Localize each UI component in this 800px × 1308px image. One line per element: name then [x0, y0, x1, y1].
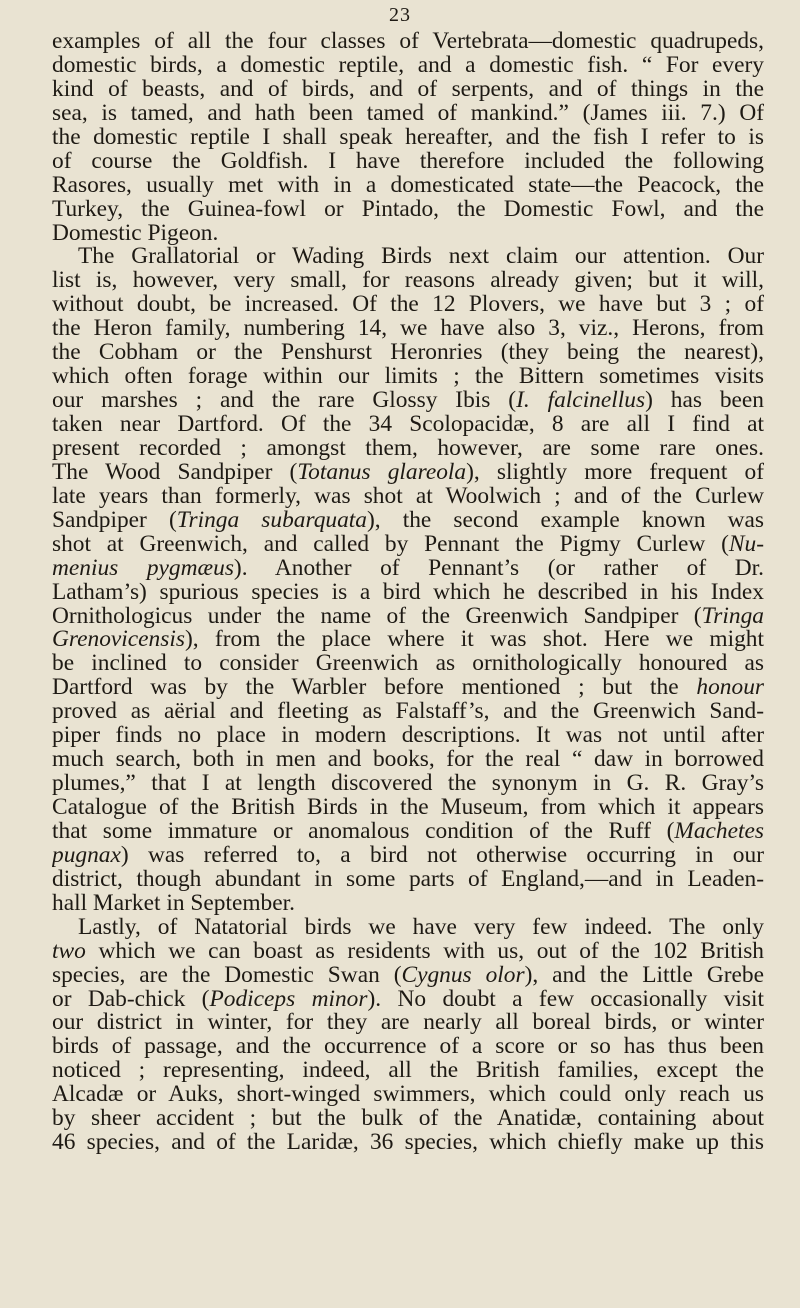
text-line: much search, both in men and books, for the real “ daw in borrowed — [52, 748, 764, 773]
text-line: The Grallatorial or Wading Birds next claim our attention. Our — [78, 245, 764, 270]
page-number: 23 — [389, 4, 411, 26]
text-line: our marshes ; and the rare Glossy Ibis (I. falcinellus) has been — [52, 389, 764, 413]
text-line: The Wood Sandpiper (Totanus glareola), slightly more frequent of — [52, 460, 764, 485]
text-line: Lastly, of Natatorial birds we have very few indeed. The only — [78, 915, 764, 940]
text-line: our district in winter, for they are nearly all boreal birds, or winter — [52, 1011, 764, 1036]
text-line: Sandpiper (Tringa subarquata), the second example known was — [52, 508, 764, 533]
text-line: by sheer accident ; but the bulk of the Anatidæ, containing about — [52, 1107, 764, 1132]
text-line: kind of beasts, and of birds, and of serpents, and of things in the — [52, 77, 764, 102]
text-line: domestic birds, a domestic reptile, and a domestic fish. “ For every — [52, 53, 764, 78]
text-line: two which we can boast as residents with us, out of the 102 British — [52, 939, 764, 964]
text-line: which often forage within our limits ; the Bittern sometimes visits — [52, 365, 764, 390]
text-line: examples of all the four classes of Vertebrata—domestic quadrupeds, — [52, 30, 764, 54]
text-line: Latham’s) spurious species is a bird which he described in his Index — [52, 580, 764, 605]
text-line: Grenovicensis), from the place where it was shot. Here we might — [52, 628, 764, 653]
text-line: plumes,” that I at length discovered the synonym in G. R. Gray’s — [52, 772, 764, 796]
text-line: pugnax) was referred to, a bird not otherwise occurring in our — [52, 843, 764, 868]
text-line: sea, is tamed, and hath been tamed of mankind.” (James iii. 7.) Of — [52, 101, 764, 126]
text-line: hall Market in September. — [52, 891, 295, 916]
text-line: or Dab-chick (Podiceps minor). No doubt a few occasionally visit — [52, 987, 764, 1012]
body-text — [52, 30, 764, 1155]
text-line: late years than formerly, was shot at Woolwich ; and of the Curlew — [52, 484, 764, 509]
text-line: without doubt, be increased. Of the 12 Plovers, we have but 3 ; of — [52, 293, 764, 318]
text-line: Rasores, usually met with in a domesticated state—the Peacock, the — [52, 173, 764, 198]
text-line: that some immature or anomalous condition of the Ruff (Machetes — [52, 819, 764, 844]
text-line: district, though abundant in some parts of England,—and in Leaden- — [52, 867, 764, 892]
text-line: the domestic reptile I shall speak hereafter, and the fish I refer to is — [52, 125, 764, 150]
text-line: menius pygmæus). Another of Pennant’s (or rather of Dr. — [52, 556, 764, 581]
text-line: Domestic Pigeon. — [52, 221, 219, 246]
text-line: piper finds no place in modern descriptions. It was not until after — [52, 724, 764, 749]
text-line: of course the Goldfish. I have therefore included the following — [52, 149, 764, 174]
text-line: shot at Greenwich, and called by Pennant the Pigmy Curlew (Nu- — [52, 532, 764, 557]
text-line: Turkey, the Guinea-fowl or Pintado, the Domestic Fowl, and the — [52, 197, 764, 222]
text-line: present recorded ; amongst them, however, are some rare ones. — [52, 436, 764, 461]
text-line: Ornithologicus under the name of the Greenwich Sandpiper (Tringa — [52, 604, 764, 629]
text-line: proved as aërial and fleeting as Falstaff’s, and the Greenwich Sand- — [52, 700, 764, 725]
text-line: birds of passage, and the occurrence of a score or so has thus been — [52, 1035, 764, 1060]
text-line: Alcadæ or Auks, short-winged swimmers, which could only reach us — [52, 1083, 764, 1108]
text-line: be inclined to consider Greenwich as ornithologically honoured as — [52, 652, 764, 677]
text-line: taken near Dartford. Of the 34 Scolopacidæ, 8 are all I find at — [52, 413, 764, 437]
text-line: the Heron family, numbering 14, we have also 3, viz., Herons, from — [52, 317, 764, 342]
text-line: species, are the Domestic Swan (Cygnus olor), and the Little Grebe — [52, 963, 764, 988]
text-line: Dartford was by the Warbler before mentioned ; but the honour — [52, 676, 764, 701]
text-line: 46 species, and of the Laridæ, 36 species, which chiefly make up this — [52, 1131, 764, 1156]
text-line: list is, however, very small, for reasons already given; but it will, — [52, 269, 764, 294]
text-line: noticed ; representing, indeed, all the British families, except the — [52, 1059, 764, 1084]
text-line: Catalogue of the British Birds in the Museum, from which it appears — [52, 796, 764, 820]
text-line: the Cobham or the Penshurst Heronries (they being the nearest), — [52, 341, 764, 366]
